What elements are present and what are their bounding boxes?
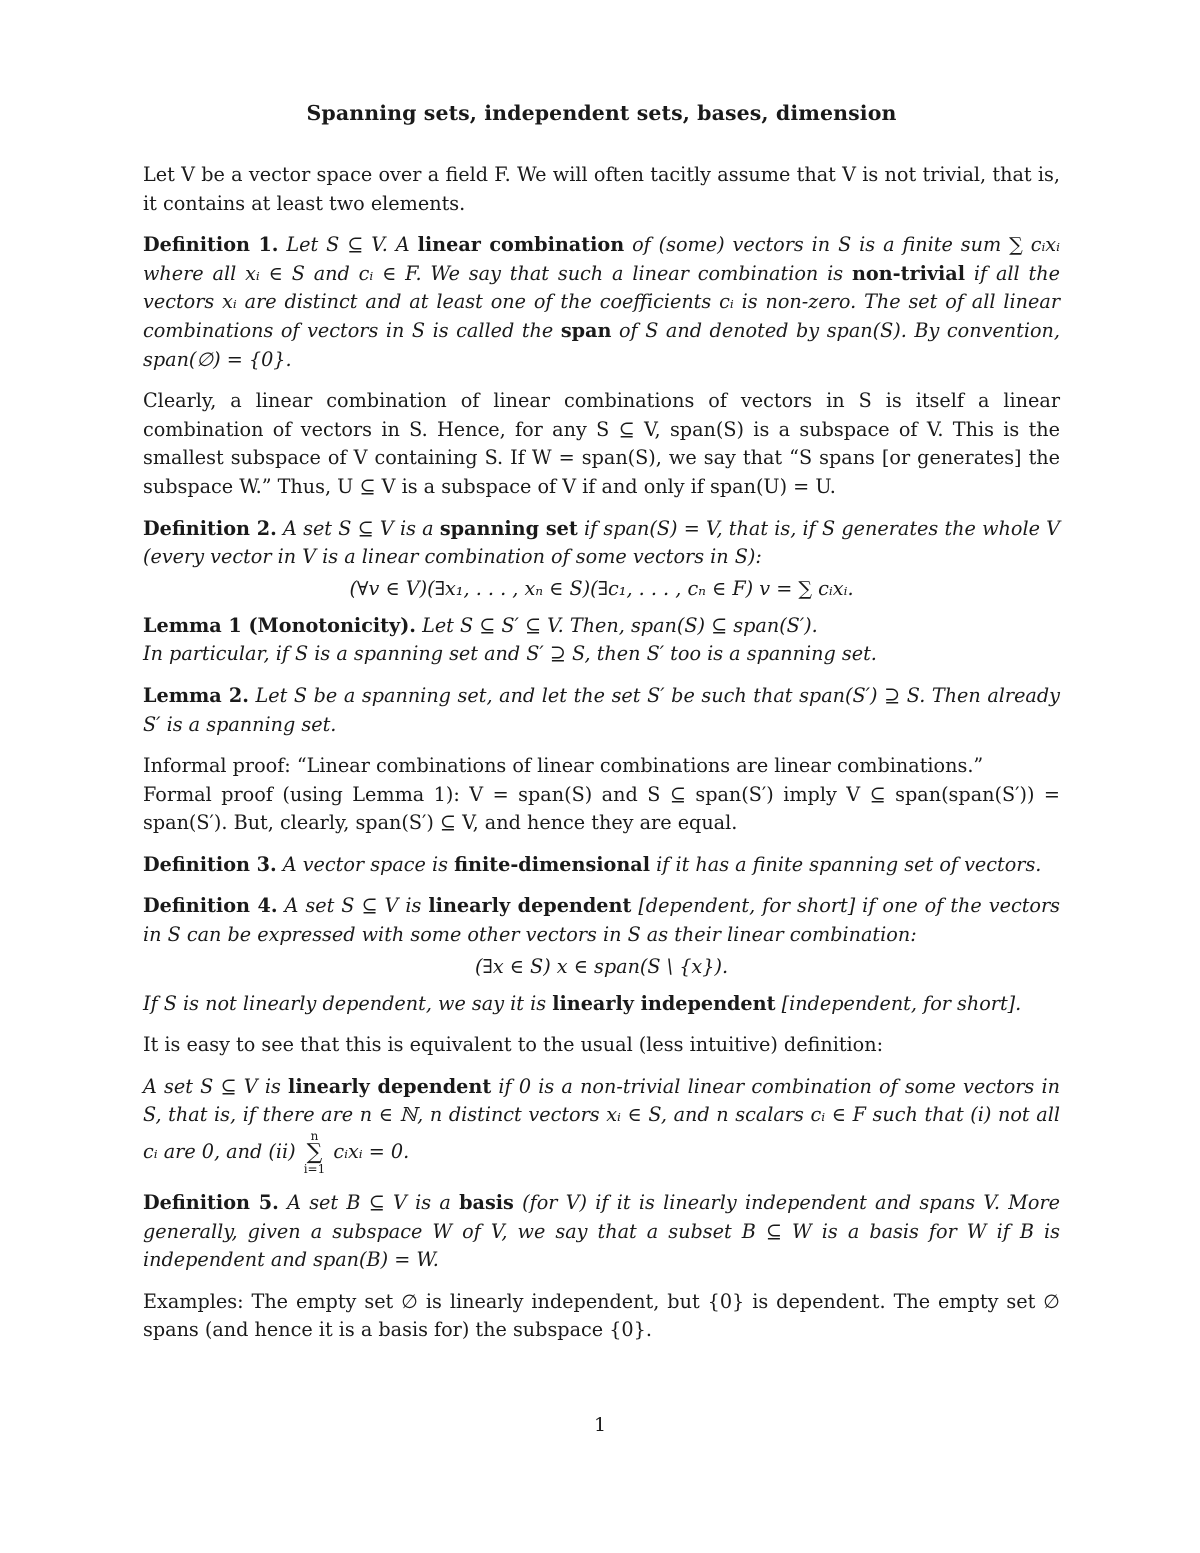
span-subspace-paragraph: Clearly, a linear combination of linear combinations of vectors in S is itself a linear combination of vectors in S. Hence, for any S ⊆ V, span(S) is a subspace of V. This is the smallest subspace of V containing S. If W = span(S), we say that “S spans [or generates] the subspace W.” Thus, U ⊆ V is a subspace of V if and only if span(U) = U. (143, 389, 1060, 498)
lemma-1 (143, 612, 1060, 669)
alternative-definition (143, 1073, 1060, 1176)
definition-1-text-c: if all the vectors xᵢ are distinct and at least one of the coefficients cᵢ is non-zero. The set of all linear combinations of vectors in S is called the (143, 261, 1060, 342)
definition-1 (143, 231, 1060, 374)
dependence-formula: (∃x ∈ S) x ∈ span(S \ {x}). (474, 954, 729, 978)
lemma-2-statement: Let S be a spanning set, and let the set S′ be such that span(S′) ⊇ S. Then already S′ is a spanning set. (143, 683, 1060, 736)
informal-proof: Informal proof: “Linear combinations of linear combinations are linear combinations.” (143, 754, 984, 778)
definition-3-label: Definition 3. (143, 852, 277, 876)
formal-proof: Formal proof (using Lemma 1): V = span(S) and S ⊆ span(S′) imply V ⊆ span(span(S′)) = span(S′). But, clearly, span(S′) ⊆ V, and hence they are equal. (143, 782, 1060, 835)
term-linearly-independent: linearly independent (552, 991, 776, 1015)
term-linearly-dependent-alt: linearly dependent (288, 1074, 492, 1098)
proof-paragraph (143, 752, 1060, 838)
definition-1-text-a: Let S ⊆ V. A (286, 233, 410, 257)
alt-definition-text-a: A set S ⊆ V is (143, 1074, 281, 1098)
examples-paragraph: Examples: The empty set ∅ is linearly independent, but {0} is dependent. The empty set ∅ spans (and hence it is a basis for) the subspace {0}. (143, 1289, 1060, 1342)
definition-2 (143, 515, 1060, 572)
definition-5 (143, 1189, 1060, 1275)
lemma-1-label: Lemma 1 (Monotonicity). (143, 613, 416, 637)
definition-5-label: Definition 5. (143, 1191, 279, 1215)
definition-1-text-b: of (some) vectors in S is a finite sum ∑ cᵢxᵢ where all xᵢ ∈ S and cᵢ ∈ F. We say that such a linear combination is (143, 233, 1060, 285)
term-non-trivial: non-trivial (851, 261, 966, 285)
definition-3-text-a: A vector space is (282, 852, 448, 876)
equivalence-paragraph: It is easy to see that this is equivalent to the usual (less intuitive) definition: (143, 1033, 884, 1057)
summation-lower-limit: i=1 (303, 1162, 326, 1177)
page-title: Spanning sets, independent sets, bases, dimension (306, 101, 897, 125)
term-spanning-set: spanning set (439, 516, 578, 540)
summation-upper-limit: n (310, 1129, 319, 1144)
definition-2-text-a: A set S ⊆ V is a (283, 516, 434, 540)
term-linearly-dependent: linearly dependent (428, 894, 632, 918)
document-body (143, 101, 1060, 1358)
alt-definition-text-c: cᵢxᵢ = 0. (333, 1140, 410, 1164)
independence-text-b: [independent, for short]. (781, 991, 1022, 1015)
definition-1-text-d: of S and denoted by span(S). By convention, span(∅) = {0}. (143, 318, 1060, 371)
alt-definition-text-b: if 0 is a non-trivial linear combination of some vectors in S, that is, if there are n ∈ ℕ, n distinct vectors xᵢ ∈ S, and n scalars cᵢ ∈ F such that (i) not all cᵢ are 0, and (ii) (143, 1074, 1060, 1164)
definition-2-text-b: if span(S) = V, that is, if S generates the whole V (every vector in V is a linear combination of some vectors in S): (143, 516, 1061, 569)
lemma-1-statement: Let S ⊆ S′ ⊆ V. Then, span(S) ⊆ span(S′). (422, 613, 818, 637)
term-span: span (560, 318, 612, 342)
definition-1-label: Definition 1. (143, 233, 279, 257)
definition-3-text-b: if it has a finite spanning set of vectors. (656, 852, 1042, 876)
independence-definition (143, 990, 1060, 1019)
lemma-1-corollary: In particular, if S is a spanning set and S′ ⊇ S, then S′ too is a spanning set. (143, 642, 877, 666)
lemma-2 (143, 682, 1060, 739)
definition-2-label: Definition 2. (143, 516, 277, 540)
term-finite-dimensional: finite-dimensional (454, 852, 651, 876)
spanning-formula: (∀v ∈ V)(∃x₁, . . . , xₙ ∈ S)(∃c₁, . . . , cₙ ∈ F) v = ∑ cᵢxᵢ. (349, 576, 854, 600)
independence-text-a: If S is not linearly dependent, we say it is (143, 991, 547, 1015)
definition-4-label: Definition 4. (143, 894, 278, 918)
lemma-2-label: Lemma 2. (143, 683, 249, 707)
definition-5-text-a: A set B ⊆ V is a (287, 1191, 451, 1215)
definition-4-text-a: A set S ⊆ V is (284, 894, 422, 918)
summation-sign: ∑ (306, 1140, 323, 1166)
definition-4 (143, 892, 1060, 949)
definition-3 (143, 851, 1060, 880)
summation (304, 1130, 326, 1176)
term-linear-combination: linear combination (417, 233, 625, 257)
page-number: 1 (593, 1414, 607, 1436)
intro-paragraph: Let V be a vector space over a field F. We will often tacitly assume that V is not trivial, that is, it contains at least two elements. (143, 163, 1060, 215)
term-basis: basis (459, 1191, 514, 1215)
definition-4-text-b: [dependent, for short] if one of the vectors in S can be expressed with some other vectors in S as their linear combination: (143, 894, 1060, 947)
definition-5-text-b: (for V) if it is linearly independent and spans V. More generally, given a subspace W of V, we say that a subset B ⊆ W is a basis for W if B is independent and span(B) = W. (143, 1191, 1060, 1272)
